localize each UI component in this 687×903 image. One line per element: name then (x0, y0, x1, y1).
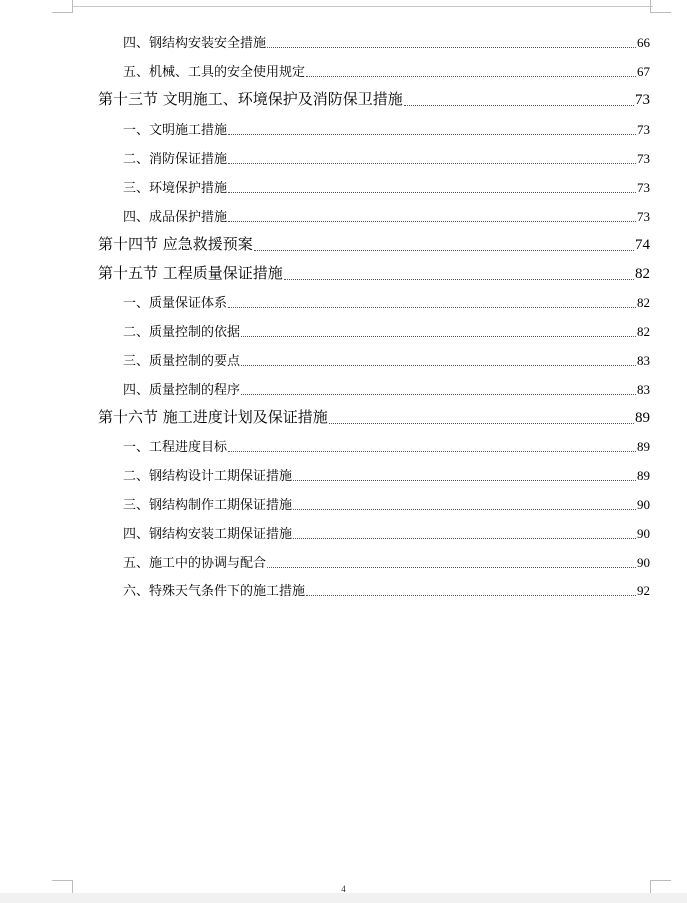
toc-subsection-entry[interactable] (123, 177, 650, 196)
dot-leader (241, 394, 636, 395)
toc-entry-page-number: 74 (635, 237, 650, 253)
dot-leader (228, 307, 636, 308)
toc-entry-title: 四、成品保护措施 (123, 210, 228, 225)
toc-entry-title: 二、消防保证措施 (123, 152, 228, 167)
toc-entry-title: 五、机械、工具的安全使用规定 (123, 65, 306, 80)
toc-entry-title: 四、质量控制的程序 (123, 383, 241, 398)
toc-section-entry[interactable] (98, 88, 650, 109)
toc-entry-title: 第十四节 应急救援预案 (98, 235, 253, 253)
dot-leader (267, 567, 636, 568)
toc-subsection-entry[interactable] (123, 206, 650, 225)
toc-subsection-entry[interactable] (123, 580, 650, 599)
dot-leader (228, 192, 636, 193)
dot-leader (241, 336, 636, 337)
toc-entry-title: 三、钢结构制作工期保证措施 (123, 498, 293, 513)
dot-leader (306, 76, 636, 77)
dot-leader (293, 509, 636, 510)
dot-leader (293, 538, 636, 539)
toc-subsection-entry[interactable] (123, 321, 650, 340)
dot-leader (228, 221, 636, 222)
dot-leader (241, 365, 636, 366)
toc-subsection-entry[interactable] (123, 523, 650, 542)
dot-leader (228, 134, 636, 135)
toc-section-entry[interactable] (98, 406, 650, 427)
toc-entry-title: 第十三节 文明施工、环境保护及消防保卫措施 (98, 90, 403, 108)
toc-entry-title: 三、环境保护措施 (123, 181, 228, 196)
dot-leader (284, 279, 634, 280)
toc-entry-page-number: 89 (635, 410, 650, 426)
toc-entry-page-number: 73 (637, 151, 650, 166)
dot-leader (404, 105, 634, 106)
toc-subsection-entry[interactable] (123, 148, 650, 167)
toc-entry-title: 二、钢结构设计工期保证措施 (123, 469, 293, 484)
dot-leader (306, 595, 636, 596)
toc-entry-title: 五、施工中的协调与配合 (123, 556, 267, 571)
toc-entry-title: 一、文明施工措施 (123, 123, 228, 138)
toc-entry-title: 六、特殊天气条件下的施工措施 (123, 584, 306, 599)
toc-entry-title: 四、钢结构安装工期保证措施 (123, 527, 293, 542)
toc-subsection-entry[interactable] (123, 350, 650, 369)
toc-subsection-entry[interactable] (123, 292, 650, 311)
toc-entry-page-number: 73 (635, 92, 650, 108)
dot-leader (329, 423, 634, 424)
toc-entry-title: 一、质量保证体系 (123, 296, 228, 311)
toc-entry-page-number: 82 (637, 324, 650, 339)
dot-leader (228, 163, 636, 164)
toc-section-entry[interactable] (98, 233, 650, 254)
toc-subsection-entry[interactable] (123, 552, 650, 571)
toc-subsection-entry[interactable] (123, 379, 650, 398)
toc-subsection-entry[interactable] (123, 465, 650, 484)
toc-entry-page-number: 83 (637, 382, 650, 397)
toc-entry-page-number: 89 (637, 468, 650, 483)
toc-entry-title: 第十五节 工程质量保证措施 (98, 264, 283, 282)
dot-leader (267, 47, 636, 48)
page-bottom-gap (0, 893, 687, 903)
toc-entry-page-number: 90 (637, 497, 650, 512)
toc-entry-page-number: 82 (635, 266, 650, 282)
header-rule (72, 0, 653, 7)
toc-entry-page-number: 82 (637, 295, 650, 310)
toc-subsection-entry[interactable] (123, 494, 650, 513)
toc-entry-title: 三、质量控制的要点 (123, 354, 241, 369)
crop-mark-top-right (650, 0, 671, 13)
toc-subsection-entry[interactable] (123, 436, 650, 455)
toc-entry-page-number: 92 (637, 583, 650, 598)
toc-entry-title: 一、工程进度目标 (123, 440, 228, 455)
toc-entry-title: 四、钢结构安装安全措施 (123, 36, 267, 51)
toc-section-entry[interactable] (98, 262, 650, 283)
toc-entry-page-number: 90 (637, 555, 650, 570)
toc-entry-page-number: 73 (637, 180, 650, 195)
toc-entry-title: 二、质量控制的依据 (123, 325, 241, 340)
page-number: 4 (341, 884, 346, 894)
toc-entry-page-number: 66 (637, 35, 650, 50)
toc-entry-page-number: 83 (637, 353, 650, 368)
dot-leader (254, 250, 634, 251)
toc-entry-title: 第十六节 施工进度计划及保证措施 (98, 408, 328, 426)
toc-entry-page-number: 73 (637, 209, 650, 224)
toc-entry-page-number: 67 (637, 64, 650, 79)
toc-entry-page-number: 89 (637, 439, 650, 454)
toc-subsection-entry[interactable] (123, 61, 650, 80)
toc-entry-page-number: 90 (637, 526, 650, 541)
dot-leader (293, 480, 636, 481)
toc-entry-page-number: 73 (637, 122, 650, 137)
crop-mark-top-left (52, 0, 73, 13)
dot-leader (228, 451, 636, 452)
toc-subsection-entry[interactable] (123, 119, 650, 138)
toc-subsection-entry[interactable] (123, 32, 650, 51)
